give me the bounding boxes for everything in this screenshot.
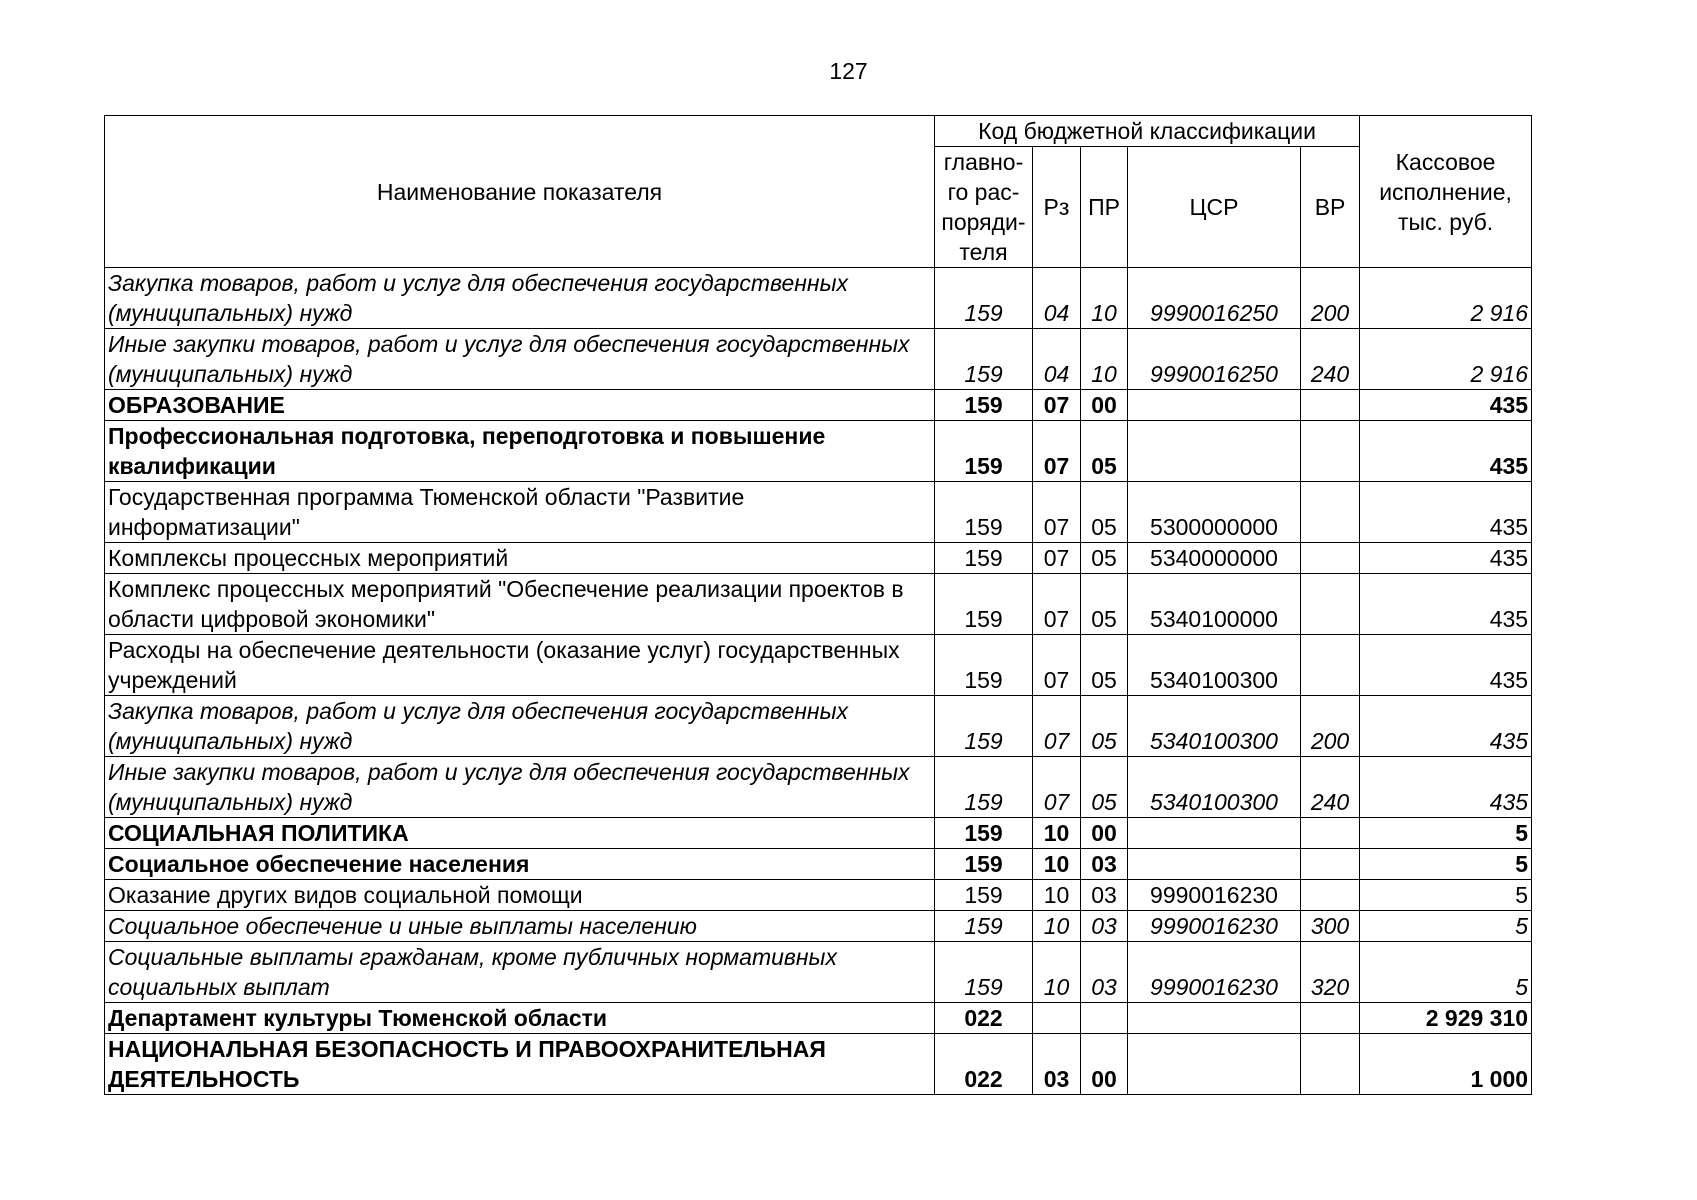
table-row [105,757,1532,818]
cell-pr: 03 [1081,880,1128,911]
cell-amount: 5 [1360,849,1532,880]
table-row [105,911,1532,942]
cell-name: НАЦИОНАЛЬНАЯ БЕЗОПАСНОСТЬ И ПРАВООХРАНИТЕЛЬНАЯ ДЕЯТЕЛЬНОСТЬ [105,1034,935,1095]
cell-csr: 5340100300 [1128,757,1301,818]
cell-pr [1081,1003,1128,1034]
cell-name: Оказание других видов социальной помощи [105,880,935,911]
cell-amount: 435 [1360,696,1532,757]
cell-pr: 00 [1081,1034,1128,1095]
cell-pr: 05 [1081,574,1128,635]
cell-name: Закупка товаров, работ и услуг для обеспечения государственных (муниципальных) нужд [105,696,935,757]
cell-name: Иные закупки товаров, работ и услуг для обеспечения государственных (муниципальных) нужд [105,329,935,390]
cell-amount: 1 000 [1360,1034,1532,1095]
header-main-manager-text: главно-го рас-поряди-теля [941,149,1026,265]
cell-name: Иные закупки товаров, работ и услуг для обеспечения государственных (муниципальных) нужд [105,757,935,818]
header-name: Наименование показателя [105,116,935,268]
cell-amount: 5 [1360,818,1532,849]
cell-pr: 00 [1081,390,1128,421]
table-row [105,329,1532,390]
cell-csr [1128,1003,1301,1034]
cell-pr: 10 [1081,268,1128,329]
cell-vr [1301,1003,1360,1034]
table-row [105,482,1532,543]
cell-csr: 9990016250 [1128,329,1301,390]
cell-pr: 05 [1081,696,1128,757]
table-row [105,696,1532,757]
cell-pr: 05 [1081,421,1128,482]
table-header [105,116,1532,268]
cell-grbs: 159 [935,757,1033,818]
cell-amount: 435 [1360,421,1532,482]
cell-vr: 300 [1301,911,1360,942]
cell-name: Государственная программа Тюменской области "Развитие информатизации" [105,482,935,543]
cell-vr [1301,1034,1360,1095]
cell-rz: 10 [1033,880,1081,911]
cell-grbs: 159 [935,390,1033,421]
cell-pr: 05 [1081,482,1128,543]
cell-vr [1301,880,1360,911]
cell-rz: 07 [1033,635,1081,696]
cell-csr [1128,1034,1301,1095]
cell-grbs: 022 [935,1034,1033,1095]
table-row [105,818,1532,849]
cell-rz: 03 [1033,1034,1081,1095]
cell-pr: 10 [1081,329,1128,390]
cell-vr [1301,421,1360,482]
cell-amount: 435 [1360,757,1532,818]
cell-grbs: 159 [935,880,1033,911]
page-number: 127 [829,58,868,84]
cell-vr: 240 [1301,757,1360,818]
table-row [105,390,1532,421]
table-row [105,421,1532,482]
cell-csr [1128,390,1301,421]
cell-grbs: 159 [935,482,1033,543]
cell-rz: 04 [1033,268,1081,329]
cell-rz: 07 [1033,757,1081,818]
cell-grbs: 159 [935,818,1033,849]
cell-name: Департамент культуры Тюменской области [105,1003,935,1034]
cell-csr: 9990016230 [1128,942,1301,1003]
cell-name: Комплекс процессных мероприятий "Обеспечение реализации проектов в области цифровой экономики" [105,574,935,635]
cell-csr: 5340100300 [1128,696,1301,757]
cell-name: Социальное обеспечение и иные выплаты населению [105,911,935,942]
cell-csr: 5300000000 [1128,482,1301,543]
cell-vr: 320 [1301,942,1360,1003]
table-row [105,849,1532,880]
cell-vr: 200 [1301,696,1360,757]
cell-amount: 435 [1360,574,1532,635]
cell-name: Социальные выплаты гражданам, кроме публичных нормативных социальных выплат [105,942,935,1003]
cell-vr: 200 [1301,268,1360,329]
table-row [105,635,1532,696]
header-rz: Рз [1033,147,1081,268]
cell-grbs: 159 [935,911,1033,942]
header-vr: ВР [1301,147,1360,268]
cell-csr: 5340000000 [1128,543,1301,574]
header-main-manager [935,147,1033,268]
cell-amount: 435 [1360,390,1532,421]
header-csr: ЦСР [1128,147,1301,268]
cell-rz: 04 [1033,329,1081,390]
table-row [105,574,1532,635]
cell-name: ОБРАЗОВАНИЕ [105,390,935,421]
cell-amount: 2 929 310 [1360,1003,1532,1034]
cell-amount: 2 916 [1360,268,1532,329]
budget-table [104,115,1532,1095]
cell-rz: 07 [1033,482,1081,543]
cell-rz: 07 [1033,543,1081,574]
cell-amount: 5 [1360,942,1532,1003]
cell-csr: 9990016230 [1128,911,1301,942]
cell-vr [1301,635,1360,696]
cell-pr: 05 [1081,757,1128,818]
cell-rz: 07 [1033,574,1081,635]
cell-amount: 435 [1360,635,1532,696]
cell-csr: 9990016250 [1128,268,1301,329]
cell-pr: 03 [1081,942,1128,1003]
table-row [105,1003,1532,1034]
cell-pr: 05 [1081,635,1128,696]
cell-pr: 03 [1081,849,1128,880]
cell-name: СОЦИАЛЬНАЯ ПОЛИТИКА [105,818,935,849]
cell-csr: 5340100300 [1128,635,1301,696]
cell-grbs: 159 [935,574,1033,635]
table-row [105,880,1532,911]
cell-grbs: 159 [935,635,1033,696]
cell-vr [1301,574,1360,635]
cell-rz: 10 [1033,911,1081,942]
cell-vr [1301,543,1360,574]
cell-grbs: 159 [935,942,1033,1003]
cell-grbs: 159 [935,543,1033,574]
cell-vr: 240 [1301,329,1360,390]
cell-csr [1128,818,1301,849]
table-body [105,268,1532,1095]
cell-grbs: 159 [935,849,1033,880]
cell-name: Социальное обеспечение населения [105,849,935,880]
cell-pr: 00 [1081,818,1128,849]
cell-amount: 5 [1360,911,1532,942]
cell-amount: 435 [1360,543,1532,574]
cell-name: Закупка товаров, работ и услуг для обеспечения государственных (муниципальных) нужд [105,268,935,329]
cell-rz [1033,1003,1081,1034]
header-amount: Кассовое исполнение, тыс. руб. [1360,116,1532,268]
table-row [105,942,1532,1003]
cell-vr [1301,849,1360,880]
cell-grbs: 159 [935,329,1033,390]
cell-rz: 10 [1033,942,1081,1003]
table-row [105,543,1532,574]
cell-rz: 10 [1033,818,1081,849]
cell-amount: 5 [1360,880,1532,911]
cell-vr [1301,818,1360,849]
cell-rz: 07 [1033,421,1081,482]
table-row [105,1034,1532,1095]
cell-pr: 03 [1081,911,1128,942]
cell-amount: 435 [1360,482,1532,543]
cell-vr [1301,482,1360,543]
cell-name: Профессиональная подготовка, переподготовка и повышение квалификации [105,421,935,482]
cell-vr [1301,390,1360,421]
cell-rz: 10 [1033,849,1081,880]
cell-amount: 2 916 [1360,329,1532,390]
cell-grbs: 159 [935,268,1033,329]
cell-grbs: 022 [935,1003,1033,1034]
cell-rz: 07 [1033,696,1081,757]
cell-rz: 07 [1033,390,1081,421]
cell-pr: 05 [1081,543,1128,574]
cell-grbs: 159 [935,696,1033,757]
cell-csr: 9990016230 [1128,880,1301,911]
cell-grbs: 159 [935,421,1033,482]
header-budget-code-group: Код бюджетной классификации [935,116,1360,147]
header-pr: ПР [1081,147,1128,268]
cell-csr: 5340100000 [1128,574,1301,635]
cell-csr [1128,421,1301,482]
cell-csr [1128,849,1301,880]
cell-name: Расходы на обеспечение деятельности (оказание услуг) государственных учреждений [105,635,935,696]
cell-name: Комплексы процессных мероприятий [105,543,935,574]
table-row [105,268,1532,329]
